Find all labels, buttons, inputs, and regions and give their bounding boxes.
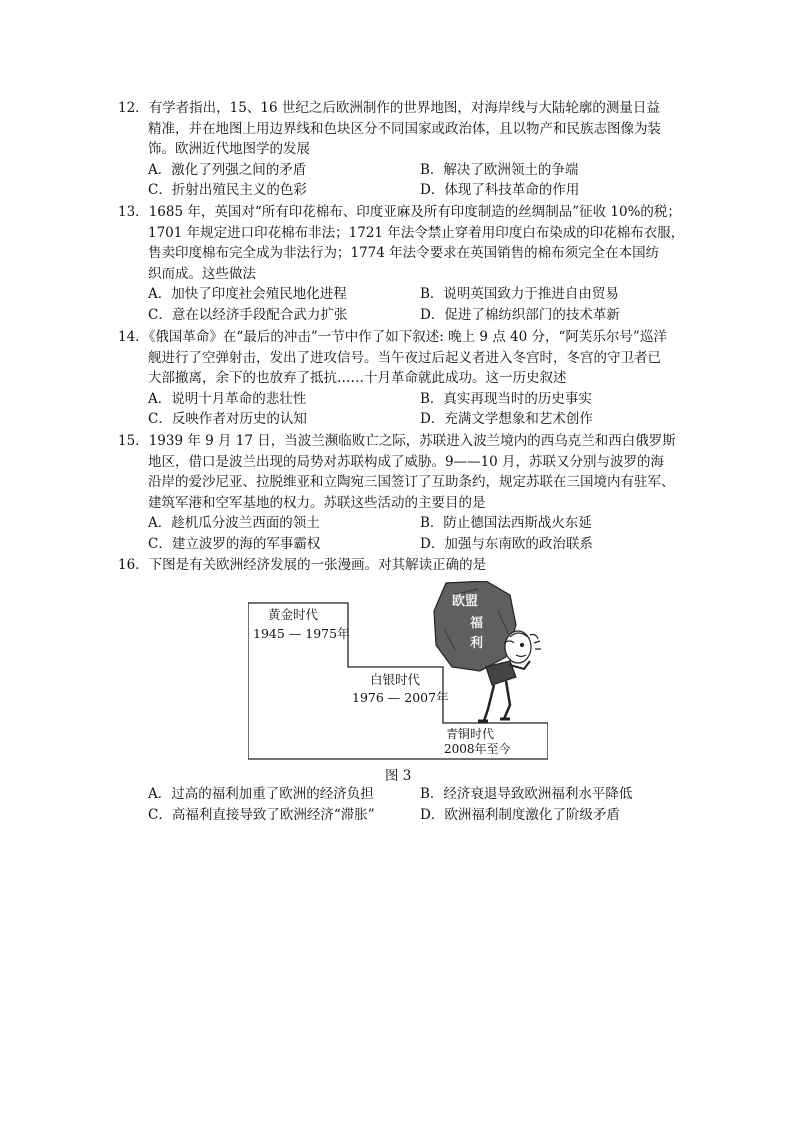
question-15-line-4: 建筑军港和空军基地的权力。苏联这些活动的主要目的是	[148, 494, 486, 511]
option-b[interactable]: B．解决了欧洲领土的争端	[420, 161, 579, 178]
question-16-line-1: 16．下图是有关欧洲经济发展的一张漫画。对其解读正确的是	[118, 557, 487, 573]
question-12-line-3: 饰。欧洲近代地图学的发展	[148, 141, 310, 157]
option-d[interactable]: D．体现了科技革命的作用	[420, 182, 580, 198]
question-14	[118, 327, 678, 430]
question-13-line-1: 13．1685 年，英国对“所有印花棉布、印度亚麻及所有印度制造的丝绸制品”征收 10%的税；	[118, 204, 681, 220]
question-number: 13．	[118, 204, 149, 220]
option-a[interactable]: A．过高的福利加重了欧洲的经济负担	[148, 786, 374, 802]
option-c[interactable]: C．意在以经济手段配合武力扩张	[148, 306, 348, 323]
option-a[interactable]: A．趁机瓜分波兰西面的领土	[148, 515, 320, 531]
question-15-line-2: 地区，借口是波兰出现的局势对苏联构成了威胁。9——10 月，苏联又分别与波罗的海	[148, 453, 665, 470]
question-number: 16．	[118, 557, 149, 573]
step2-title: 白银时代	[370, 672, 421, 687]
question-12-options	[118, 160, 678, 201]
question-15	[118, 431, 678, 554]
step2-years: 1976 — 2007年	[352, 690, 449, 705]
question-15-line-1: 15．1939 年 9 月 17 日，当波兰濒临败亡之际，苏联进入波兰境内的西乌克兰和西白俄罗斯	[118, 433, 676, 449]
option-b[interactable]: B．防止德国法西斯战火东延	[420, 515, 592, 531]
question-16-options-block	[118, 784, 678, 825]
question-number: 15．	[118, 433, 149, 449]
option-d[interactable]: D．促进了棉纺织部门的技术革新	[420, 306, 620, 323]
option-c[interactable]: C．反映作者对历史的认知	[148, 411, 307, 427]
option-d[interactable]: D．加强与东南欧的政治联系	[420, 535, 593, 552]
question-13-options	[118, 284, 678, 325]
option-a[interactable]: A．说明十月革命的悲壮性	[148, 390, 307, 407]
option-b[interactable]: B．真实再现当时的历史事实	[420, 390, 592, 407]
step3-years: 2008年至今	[444, 742, 511, 756]
cartoon-figure	[248, 581, 548, 761]
boulder-text-li: 利	[470, 636, 484, 651]
option-d[interactable]: D．充满文学想象和艺术创作	[420, 411, 593, 427]
option-c[interactable]: C．建立波罗的海的军事霸权	[148, 535, 321, 552]
question-13-line-2: 1701 年规定进口印花棉布非法；1721 年法令禁止穿着用印度白布染成的印花棉布衣服，	[148, 224, 685, 241]
option-b[interactable]: B．经济衰退导致欧洲福利水平降低	[420, 786, 633, 802]
question-12	[118, 98, 678, 201]
figure-caption: 图 3	[385, 768, 412, 784]
option-c[interactable]: C．折射出殖民主义的色彩	[148, 182, 307, 198]
question-15-options	[118, 513, 678, 554]
boulder-text-fu: 福	[470, 616, 484, 631]
question-16-options	[118, 784, 678, 825]
question-13-line-4: 织而成。这些做法	[148, 265, 256, 282]
question-16	[118, 555, 678, 576]
question-number: 12．	[118, 100, 149, 116]
question-14-line-2: 舰进行了空弹射击，发出了进攻信号。当午夜过后起义者进入冬宫时，冬宫的守卫者已	[148, 349, 661, 366]
option-d[interactable]: D．欧洲福利制度激化了阶级矛盾	[420, 806, 620, 823]
question-15-line-3: 沿岸的爱沙尼亚、拉脱维亚和立陶宛三国签订了互助条约，规定苏联在三国境内有驻军、	[148, 474, 675, 490]
step3-title: 青铜时代	[446, 727, 495, 741]
boulder-text-eu: 欧盟	[452, 594, 479, 609]
question-number: 14．	[118, 329, 149, 345]
question-12-line-2: 精准，并在地图上用边界线和色块区分不同国家或政治体，且以物产和民族志图像为装	[148, 120, 661, 137]
question-13-line-3: 售卖印度棉布完全成为非法行为；1774 年法令要求在英国销售的棉布须完全在本国纺	[148, 245, 660, 261]
question-12-line-1: 12．有学者指出，15、16 世纪之后欧洲制作的世界地图，对海岸线与大陆轮廓的测量日益	[118, 100, 660, 116]
step1-title: 黄金时代	[268, 607, 319, 622]
option-a[interactable]: A．加快了印度社会殖民地化进程	[148, 286, 347, 302]
option-b[interactable]: B．说明英国致力于推进自由贸易	[420, 286, 619, 302]
question-14-line-1: 14．《俄国革命》在“最后的冲击”一节中作了如下叙述: 晚上 9 点 40 分，“阿芙乐尔号”巡洋	[118, 329, 667, 345]
question-14-options	[118, 389, 678, 430]
option-a[interactable]: A．激化了列强之间的矛盾	[148, 161, 307, 178]
step1-years: 1945 — 1975年	[253, 626, 350, 641]
question-13	[118, 202, 685, 325]
option-c[interactable]: C．高福利直接导致了欧洲经济“滞胀”	[148, 806, 375, 823]
question-14-line-3: 大部撤离，余下的也放弃了抵抗……十月革命就此成功。这一历史叙述	[148, 370, 567, 386]
